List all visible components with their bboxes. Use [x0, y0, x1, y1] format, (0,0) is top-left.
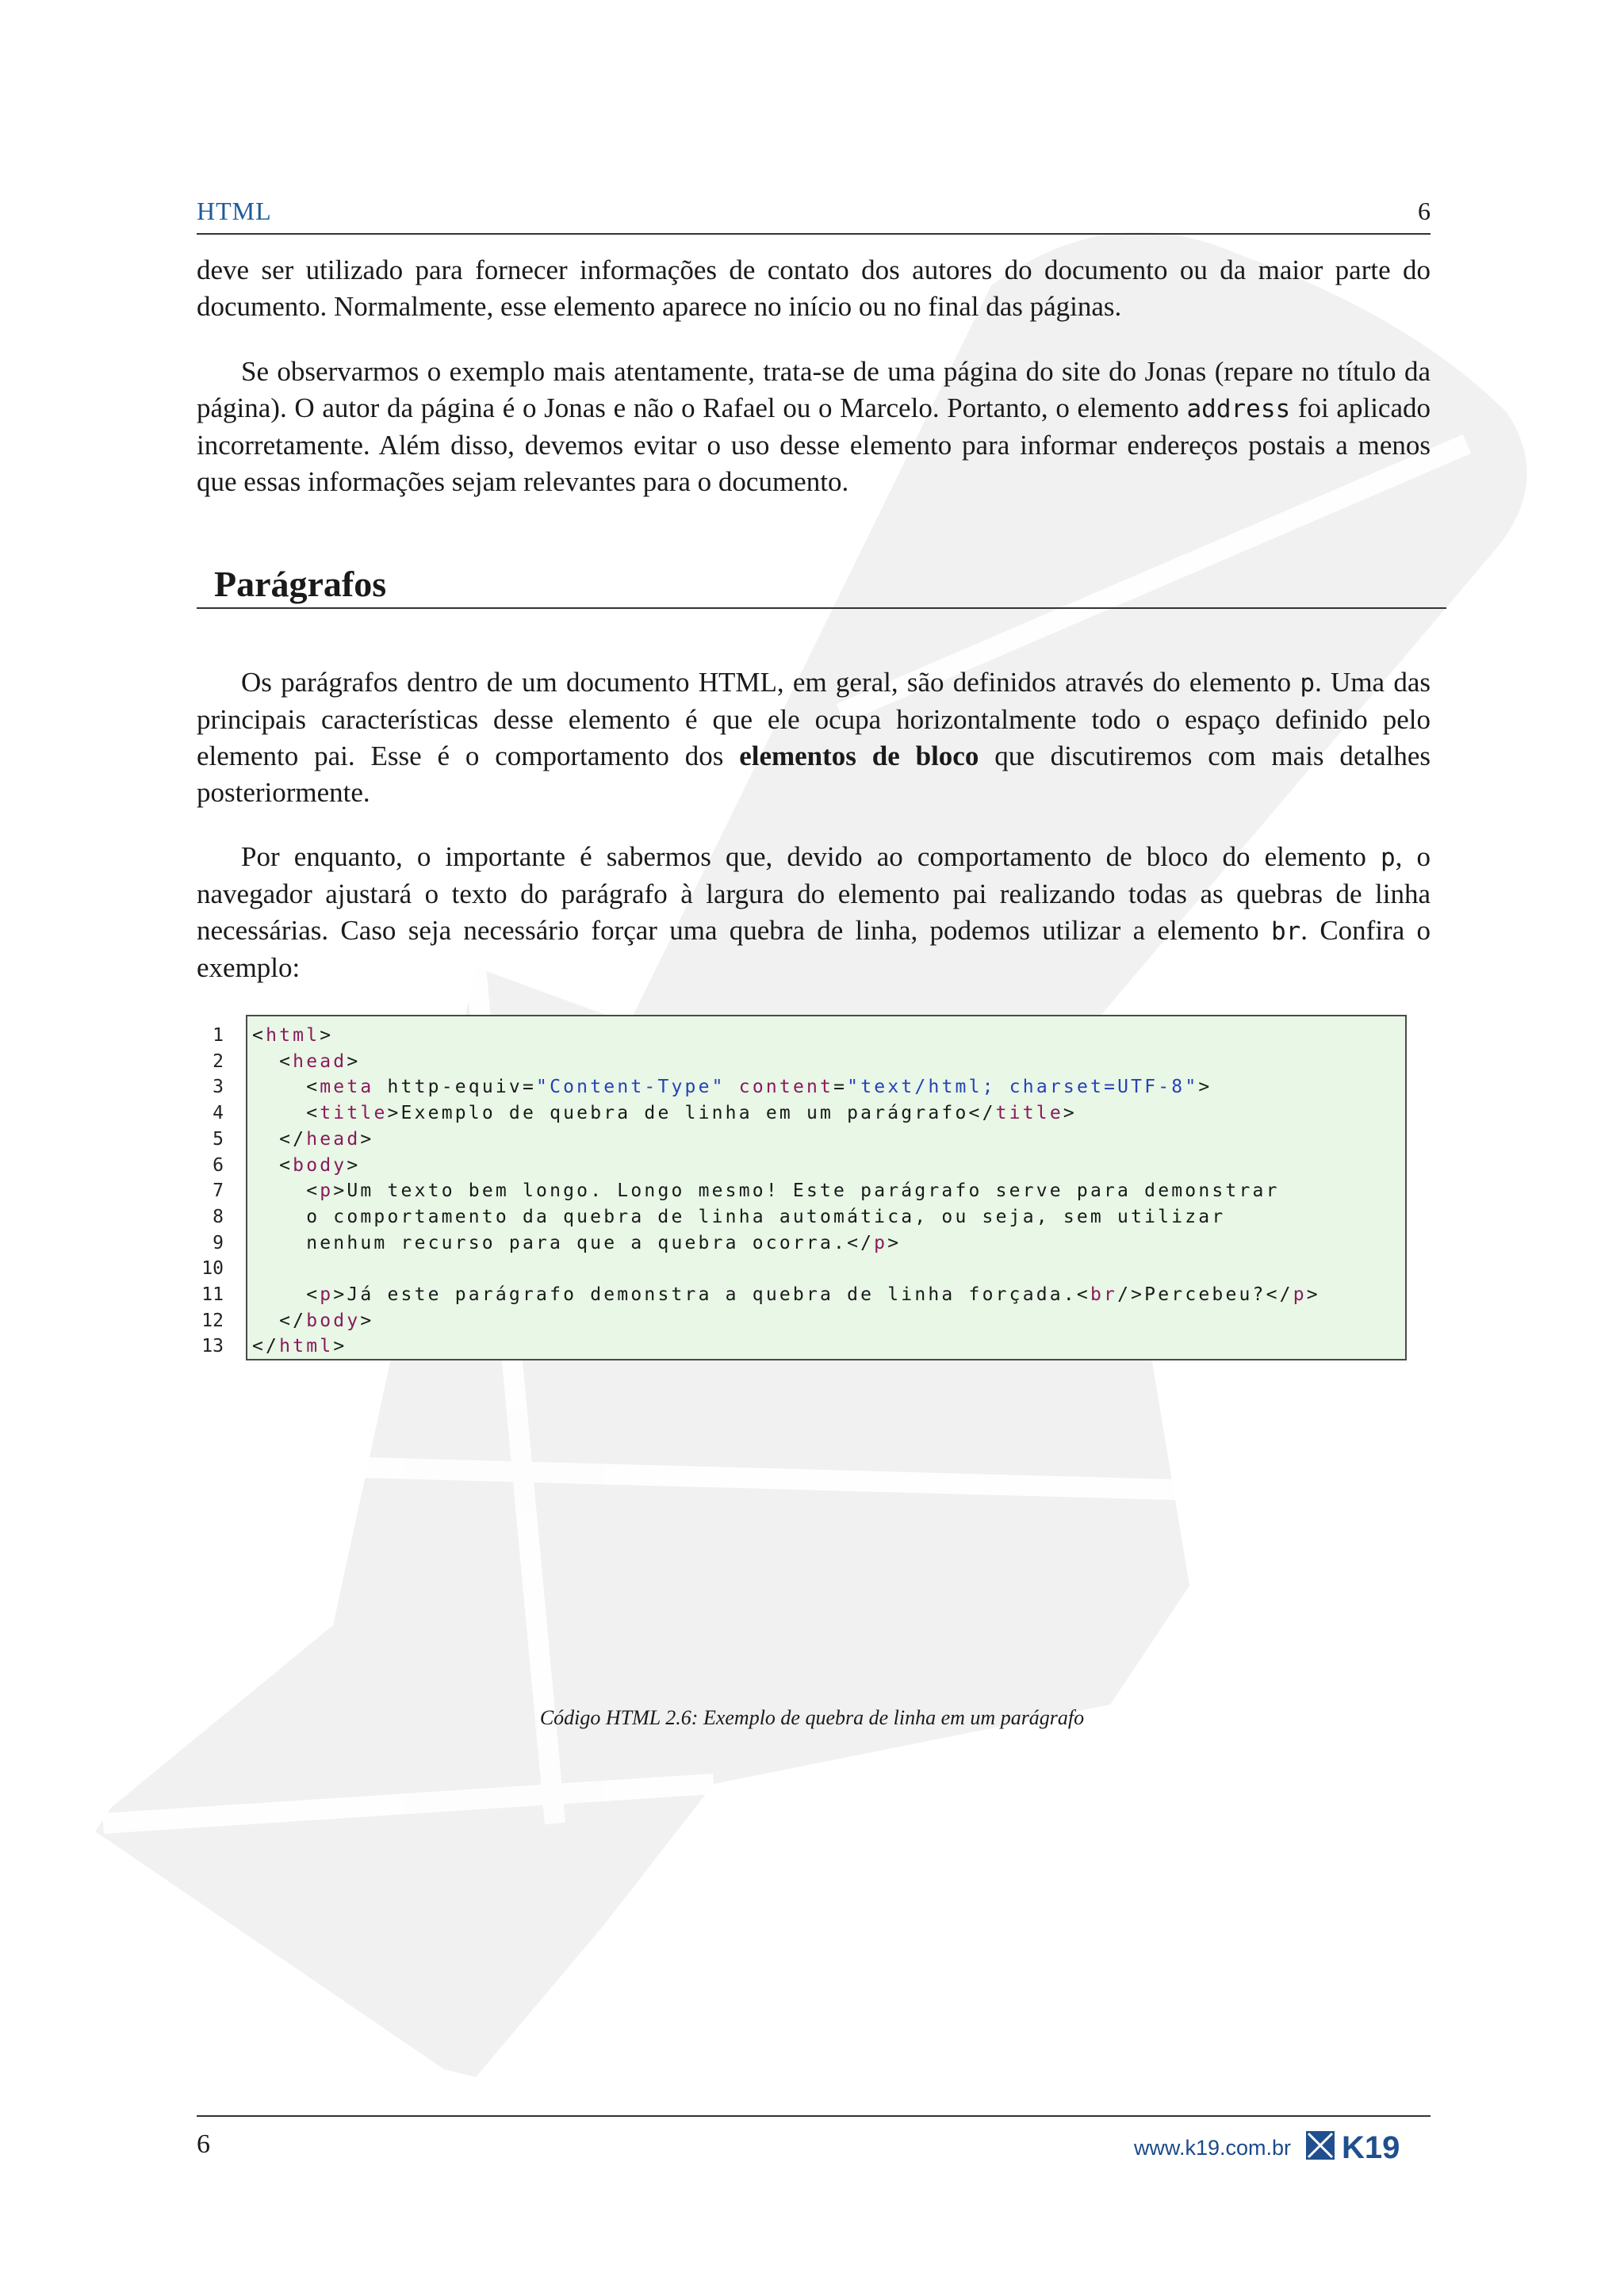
code-token: >Exemplo de quebra de linha em um parágrafo</ [387, 1103, 996, 1124]
code-token: nenhum recurso para que a quebra ocorra.</ [252, 1232, 875, 1253]
code-tag: head [293, 1050, 347, 1072]
code-tag: title [320, 1103, 388, 1124]
code-line [252, 1049, 1320, 1075]
code-line [252, 1230, 1320, 1257]
code-line [252, 1153, 1320, 1179]
bold-term: elementos de bloco [739, 740, 979, 771]
line-number: 11 [201, 1284, 224, 1306]
code-tag: html [266, 1025, 320, 1046]
logo-text: K19 [1342, 2130, 1400, 2163]
envelope-icon [1306, 2131, 1335, 2160]
code-tag: p [1293, 1284, 1307, 1306]
code-string: "text/html; charset=UTF-8" [847, 1077, 1199, 1098]
footer-rule [197, 2115, 1431, 2117]
code-line [252, 1178, 1320, 1204]
section-p2-text-b: , o navegador ajustará o texto do parágrafo à largura do elemento pai realizando todas as quebras de linha necessárias. Caso seja necessário forçar uma quebra de linha, podemos utilizar a elemento [197, 841, 1431, 946]
code-token: > [1063, 1103, 1077, 1124]
code-token: > [360, 1128, 374, 1150]
section-title: Parágrafos [214, 564, 387, 604]
code-token: />Percebeu?</ [1117, 1284, 1293, 1306]
code-token: </ [252, 1310, 307, 1331]
line-number: 6 [213, 1154, 224, 1176]
section-p1-text-a: Os parágrafos dentro de um documento HTML, em geral, são definidos através do elemento [241, 667, 1300, 698]
inline-code-br: br [1270, 917, 1301, 946]
code-tag: p [874, 1232, 888, 1253]
code-tag: html [279, 1336, 334, 1357]
code-token: = [833, 1077, 848, 1098]
code-token: http-equiv= [373, 1077, 537, 1098]
code-line [252, 1100, 1320, 1127]
section-p1-text-b: . Uma das principais características desse elemento é que ele ocupa horizontalmente todo o espaço definido pelo elemento pai. Esse é o comportamento dos [197, 667, 1431, 771]
intro-p2-text-b: foi aplicado incorretamente. Além disso, devemos evitar o uso desse elemento para informar endereços postais a menos que essas informações sejam relevantes para o documento. [197, 392, 1431, 497]
inline-code-address: address [1186, 395, 1291, 423]
line-number: 7 [213, 1181, 224, 1202]
code-tag: p [320, 1181, 334, 1202]
code-line-empty [252, 1256, 1320, 1282]
code-token: < [252, 1077, 320, 1098]
code-line [252, 1023, 1320, 1049]
section-paragraph-1 [197, 664, 1431, 811]
code-string: "Content-Type" [536, 1077, 726, 1098]
code-tag: br [1090, 1284, 1118, 1306]
code-token: > [320, 1025, 334, 1046]
code-lines [252, 1023, 1320, 1360]
code-line [252, 1282, 1320, 1308]
inline-code-p: p [1300, 669, 1316, 698]
code-tag: title [995, 1103, 1063, 1124]
line-number: 9 [213, 1232, 224, 1253]
code-token: >Já este parágrafo demonstra a quebra de linha forçada.< [333, 1284, 1090, 1306]
line-number: 1 [213, 1025, 224, 1046]
code-line [252, 1204, 1320, 1230]
code-token: > [1198, 1077, 1212, 1098]
code-token: > [347, 1154, 361, 1176]
code-tag: meta [320, 1077, 374, 1098]
line-number: 4 [213, 1103, 224, 1124]
inline-code-p-2: p [1380, 844, 1396, 872]
line-number: 12 [201, 1310, 224, 1331]
line-number: 3 [213, 1077, 224, 1098]
intro-paragraph-2 [197, 354, 1431, 500]
code-line [252, 1308, 1320, 1334]
code-token: > [360, 1310, 374, 1331]
code-token: o comportamento da quebra de linha automática, ou seja, sem utilizar [252, 1206, 1226, 1227]
code-tag: body [306, 1310, 361, 1331]
code-token: < [252, 1154, 293, 1176]
code-tag: p [320, 1284, 334, 1306]
code-token: </ [252, 1336, 280, 1357]
code-token: < [252, 1025, 266, 1046]
section-heading [197, 560, 1446, 609]
code-line [252, 1334, 1320, 1360]
code-attr: content [738, 1077, 834, 1098]
code-token: >Um texto bem longo. Longo mesmo! Este parágrafo serve para demonstrar [333, 1181, 1280, 1202]
code-tag: body [293, 1154, 347, 1176]
code-caption: Código HTML 2.6: Exemplo de quebra de linha em um parágrafo [539, 1706, 1085, 1729]
section-p2-text-a: Por enquanto, o importante é sabermos que, devido ao comportamento de bloco do elemento [241, 841, 1381, 872]
section-p2-text-c: . Confira o exemplo: [197, 915, 1431, 983]
line-number: 2 [213, 1050, 224, 1072]
code-token: </ [252, 1128, 307, 1150]
code-token: < [252, 1103, 320, 1124]
line-number: 13 [201, 1336, 224, 1357]
footer-page-number: 6 [197, 2130, 210, 2159]
code-token: > [347, 1050, 361, 1072]
intro-p2-text-a: Se observarmos o exemplo mais atentamente, trata-se de uma página do site do Jonas (repare no título da página). O autor da página é o Jonas e não o Rafael ou o Marcelo. Portanto, o elemento [197, 356, 1431, 423]
code-tag: head [306, 1128, 361, 1150]
line-number: 10 [201, 1258, 224, 1280]
code-line [252, 1127, 1320, 1153]
code-token: > [887, 1232, 902, 1253]
running-header [197, 197, 1431, 235]
code-token: < [252, 1050, 293, 1072]
k19-logo [1305, 2130, 1431, 2163]
section-p1-text-c: que discutiremos com mais detalhes posteriormente. [197, 740, 1431, 808]
intro-paragraph-1: deve ser utilizado para fornecer informações de contato dos autores do documento ou da maior parte do documento. Normalmente, esse elemento aparece no início ou no final das páginas. [197, 254, 1431, 322]
code-token: < [252, 1181, 320, 1202]
code-token [726, 1077, 739, 1097]
code-token: < [252, 1284, 320, 1306]
section-paragraph-2 [197, 839, 1431, 986]
footer-url: www.k19.com.br [1133, 2136, 1291, 2160]
code-block [246, 1015, 1407, 1360]
code-token: > [333, 1336, 347, 1357]
header-page-number: 6 [1418, 197, 1431, 225]
running-title: HTML [197, 197, 272, 225]
code-token: > [1306, 1284, 1320, 1306]
line-number: 5 [213, 1128, 224, 1150]
line-numbers [197, 1023, 224, 1360]
code-line [252, 1074, 1320, 1100]
line-number: 8 [213, 1206, 224, 1227]
